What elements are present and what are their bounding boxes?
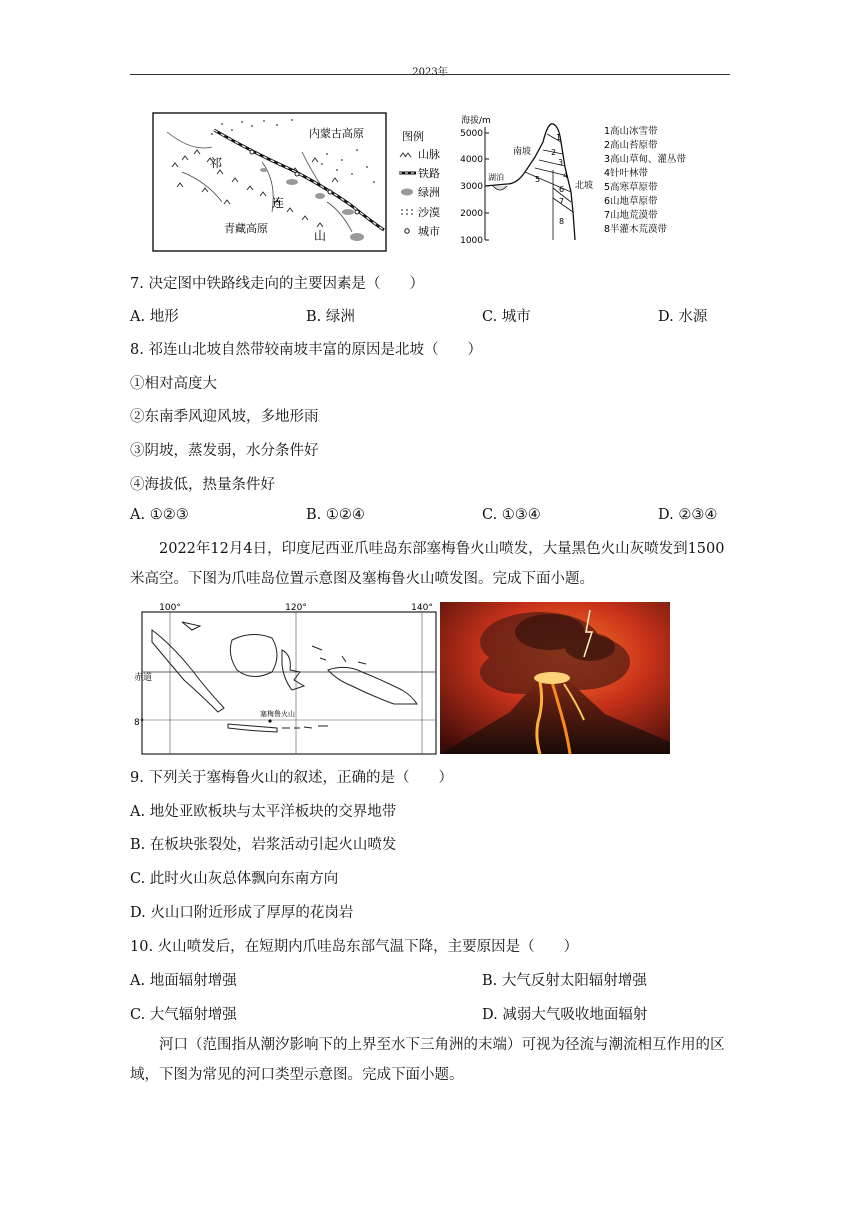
profile-ylabel: 海拔/m [461, 116, 491, 126]
label-lake: 湖泊 [488, 173, 504, 182]
label-south-slope: 南坡 [513, 147, 532, 157]
q8-option-d[interactable]: D. ②③④ [658, 507, 718, 523]
map-label-qi: 祁 [210, 156, 223, 170]
legend-city: 城市 [418, 225, 440, 238]
zone-num-4: 4 [563, 171, 569, 180]
label-north-slope: 北坡 [575, 181, 594, 191]
map-legend [396, 126, 452, 244]
zone-8: 8半灌木荒漠带 [604, 224, 668, 235]
tick-4000: 4000 [460, 155, 483, 165]
java-location-map [132, 600, 438, 756]
tick-2000: 2000 [460, 209, 483, 219]
desert-legend-icon [401, 209, 413, 215]
map-label-qinghai-tibet: 青藏高原 [224, 222, 268, 235]
lat-8: 8° [134, 718, 145, 728]
q7-option-c[interactable]: C. 城市 [482, 309, 531, 325]
q8-item-3: ③阴坡，蒸发弱，水分条件好 [130, 443, 319, 459]
zone-6: 6山地草原带 [604, 196, 658, 207]
q8-option-a[interactable]: A. ①②③ [130, 507, 189, 523]
map-label-shan: 山 [314, 229, 327, 243]
lon-140: 140° [411, 603, 433, 613]
q10-option-d[interactable]: D. 减弱大气吸收地面辐射 [482, 1007, 648, 1023]
volcano-eruption-image [440, 602, 670, 754]
q8-item-2: ②东南季风迎风坡，多地形雨 [130, 409, 319, 425]
zone-num-6: 6 [559, 185, 565, 194]
zone-4: 4针叶林带 [604, 168, 649, 179]
zone-7: 7山地荒漠带 [604, 210, 658, 221]
q9-option-a[interactable]: A. 地处亚欧板块与太平洋板块的交界地带 [130, 804, 397, 820]
tick-3000: 3000 [460, 182, 483, 192]
zone-num-1: 1 [556, 133, 562, 142]
q9-option-b[interactable]: B. 在板块张裂处，岩浆活动引起火山喷发 [130, 837, 397, 853]
zone-num-8: 8 [559, 217, 565, 226]
qilian-railway-map [152, 112, 392, 254]
zone-num-2: 2 [551, 148, 557, 157]
q7-option-d[interactable]: D. 水源 [658, 309, 708, 325]
zone-num-7: 7 [559, 197, 565, 206]
map-label-lian: 连 [272, 196, 285, 210]
q8-item-4: ④海拔低，热量条件好 [130, 477, 275, 493]
tick-5000: 5000 [460, 129, 483, 139]
oasis-legend-icon [401, 189, 413, 196]
estuary-intro: 河口（范围指从潮汐影响下的上界至水下三角洲的末端）可视为径流与潮流相互作用的区域，下图为常见的河口类型示意图。完成下面小题。 [130, 1037, 725, 1083]
zone-2: 2高山苔原带 [604, 140, 658, 151]
q7-stem: 7. 决定图中铁路线走向的主要因素是（ ） [130, 276, 424, 292]
mountain-legend-icon [400, 153, 411, 157]
lon-120: 120° [285, 603, 307, 613]
zone-num-3: 3 [558, 158, 564, 167]
q10-option-c[interactable]: C. 大气辐射增强 [130, 1007, 237, 1023]
map-label-inner-mongolia: 内蒙古高原 [309, 127, 364, 140]
legend-mountain: 山脉 [418, 148, 440, 161]
volcano-intro: 2022年12月4日，印度尼西亚爪哇岛东部塞梅鲁火山喷发，大量黑色火山灰喷发到1500米高空。下图为爪哇岛位置示意图及塞梅鲁火山喷发图。完成下面小题。 [130, 541, 725, 587]
page-header-year: 2023年 [412, 67, 448, 78]
city-legend-icon [405, 229, 409, 233]
q8-option-c[interactable]: C. ①③④ [482, 507, 541, 523]
zone-3: 3高山草甸、灌丛带 [604, 154, 687, 165]
legend-railway: 铁路 [418, 167, 440, 180]
legend-oasis: 绿洲 [418, 186, 440, 199]
q7-option-a[interactable]: A. 地形 [130, 309, 179, 325]
zone-1: 1高山冰雪带 [604, 126, 658, 137]
q10-stem: 10. 火山喷发后，在短期内爪哇岛东部气温下降，主要原因是（ ） [130, 939, 579, 955]
q8-option-b[interactable]: B. ①②④ [306, 507, 365, 523]
q9-stem: 9. 下列关于塞梅鲁火山的叙述，正确的是（ ） [130, 770, 453, 786]
semeru-volcano-label: 塞梅鲁火山 [260, 710, 295, 718]
q7-option-b[interactable]: B. 绿洲 [306, 309, 355, 325]
q9-option-d[interactable]: D. 火山口附近形成了厚厚的花岗岩 [130, 905, 354, 921]
q8-stem: 8. 祁连山北坡自然带较南坡丰富的原因是北坡（ ） [130, 342, 482, 358]
legend-title: 图例 [402, 130, 424, 143]
lat-equator: 赤道 [134, 673, 153, 683]
q10-option-a[interactable]: A. 地面辐射增强 [130, 973, 237, 989]
lon-100: 100° [159, 603, 181, 613]
legend-desert: 沙漠 [418, 206, 440, 219]
zone-num-5: 5 [535, 175, 541, 184]
header-rule [130, 74, 730, 75]
altitude-zone-legend [604, 122, 714, 244]
tick-1000: 1000 [460, 236, 483, 246]
q10-option-b[interactable]: B. 大气反射太阳辐射增强 [482, 973, 647, 989]
altitude-zone-profile [455, 112, 605, 247]
q8-item-1: ①相对高度大 [130, 376, 217, 392]
zone-5: 5高寒草原带 [604, 182, 658, 193]
q9-option-c[interactable]: C. 此时火山灰总体飘向东南方向 [130, 871, 339, 887]
